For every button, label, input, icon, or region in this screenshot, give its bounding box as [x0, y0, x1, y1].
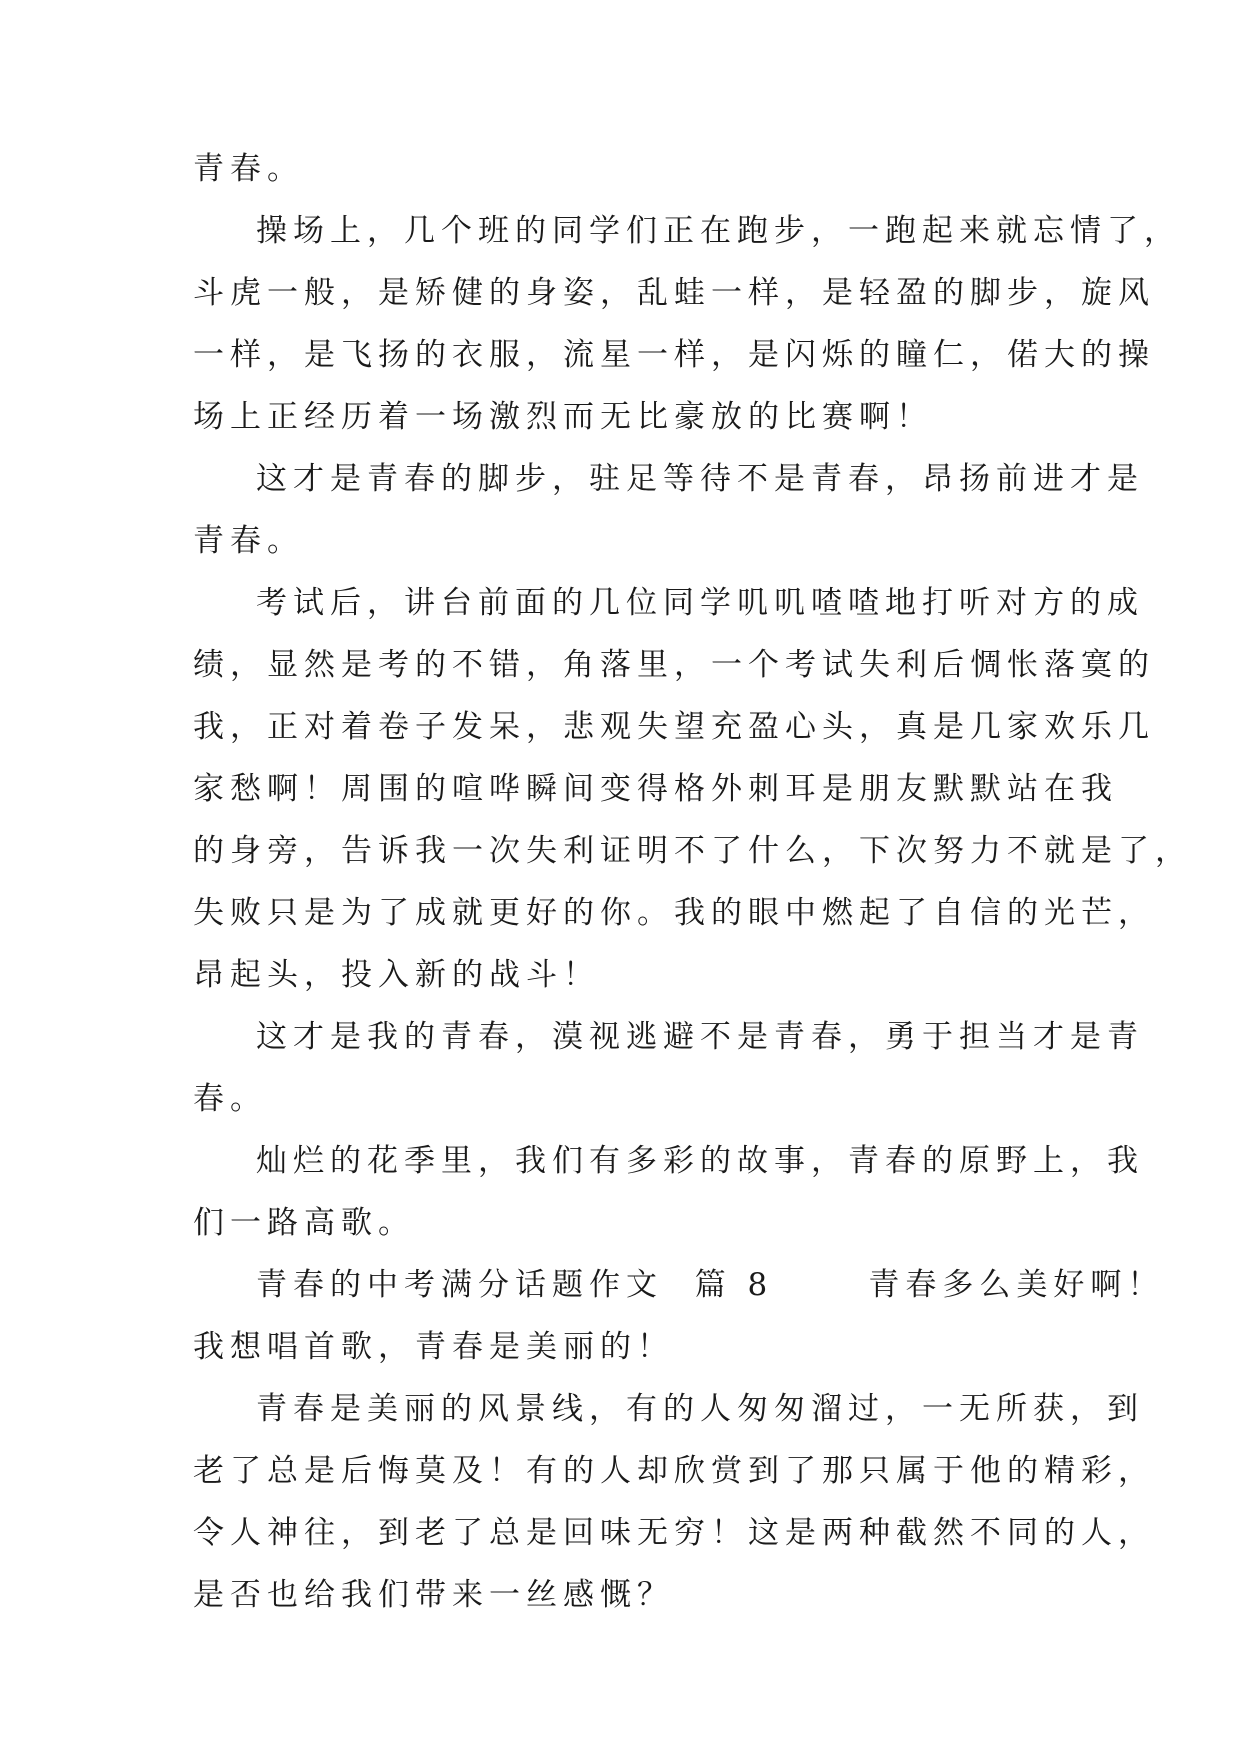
- text-line: 我，正对着卷子发呆，悲观失望充盈心头，真是几家欢乐几: [193, 709, 1155, 745]
- text-line: 斗虎一般，是矫健的身姿，乱蛙一样，是轻盈的脚步，旋风: [193, 275, 1155, 311]
- text-line: 考试后，讲台前面的几位同学叽叽喳喳地打听对方的成: [256, 585, 1144, 621]
- text-line: 绩，显然是考的不错，角落里，一个考试失利后惆怅落寞的: [193, 647, 1155, 683]
- text-line: 操场上，几个班的同学们正在跑步，一跑起来就忘情了，: [256, 213, 1181, 249]
- section-heading: 青春的中考满分话题作文 篇 8 青春多么美好啊！: [256, 1267, 1165, 1303]
- text-line: 青春是美丽的风景线，有的人匆匆溜过，一无所获，到: [256, 1391, 1144, 1427]
- text-line: 的身旁，告诉我一次失利证明不了什么，下次努力不就是了，: [193, 833, 1192, 869]
- text-line: 青春。: [193, 151, 304, 187]
- text-line: 春。: [193, 1081, 267, 1117]
- text-line: 这才是青春的脚步，驻足等待不是青春，昂扬前进才是: [256, 461, 1144, 497]
- text-line: 灿烂的花季里，我们有多彩的故事，青春的原野上，我: [256, 1143, 1144, 1179]
- text-line: 青春。: [193, 523, 304, 559]
- text-line: 昂起头，投入新的战斗！: [193, 957, 600, 993]
- text-line: 令人神往，到老了总是回味无穷！这是两种截然不同的人，: [193, 1515, 1155, 1551]
- text-line: 是否也给我们带来一丝感慨？: [193, 1577, 674, 1613]
- text-line: 场上正经历着一场激烈而无比豪放的比赛啊！: [193, 399, 933, 435]
- text-line: 失败只是为了成就更好的你。我的眼中燃起了自信的光芒，: [193, 895, 1155, 931]
- text-line: 老了总是后悔莫及！有的人却欣赏到了那只属于他的精彩，: [193, 1453, 1155, 1489]
- text-line: 一样，是飞扬的衣服，流星一样，是闪烁的瞳仁，偌大的操: [193, 337, 1155, 373]
- text-line: 们一路高歌。: [193, 1205, 415, 1241]
- text-line: 家愁啊！周围的喧哗瞬间变得格外刺耳是朋友默默站在我: [193, 771, 1118, 807]
- text-line: 这才是我的青春，漠视逃避不是青春，勇于担当才是青: [256, 1019, 1144, 1055]
- text-line: 我想唱首歌，青春是美丽的！: [193, 1329, 674, 1365]
